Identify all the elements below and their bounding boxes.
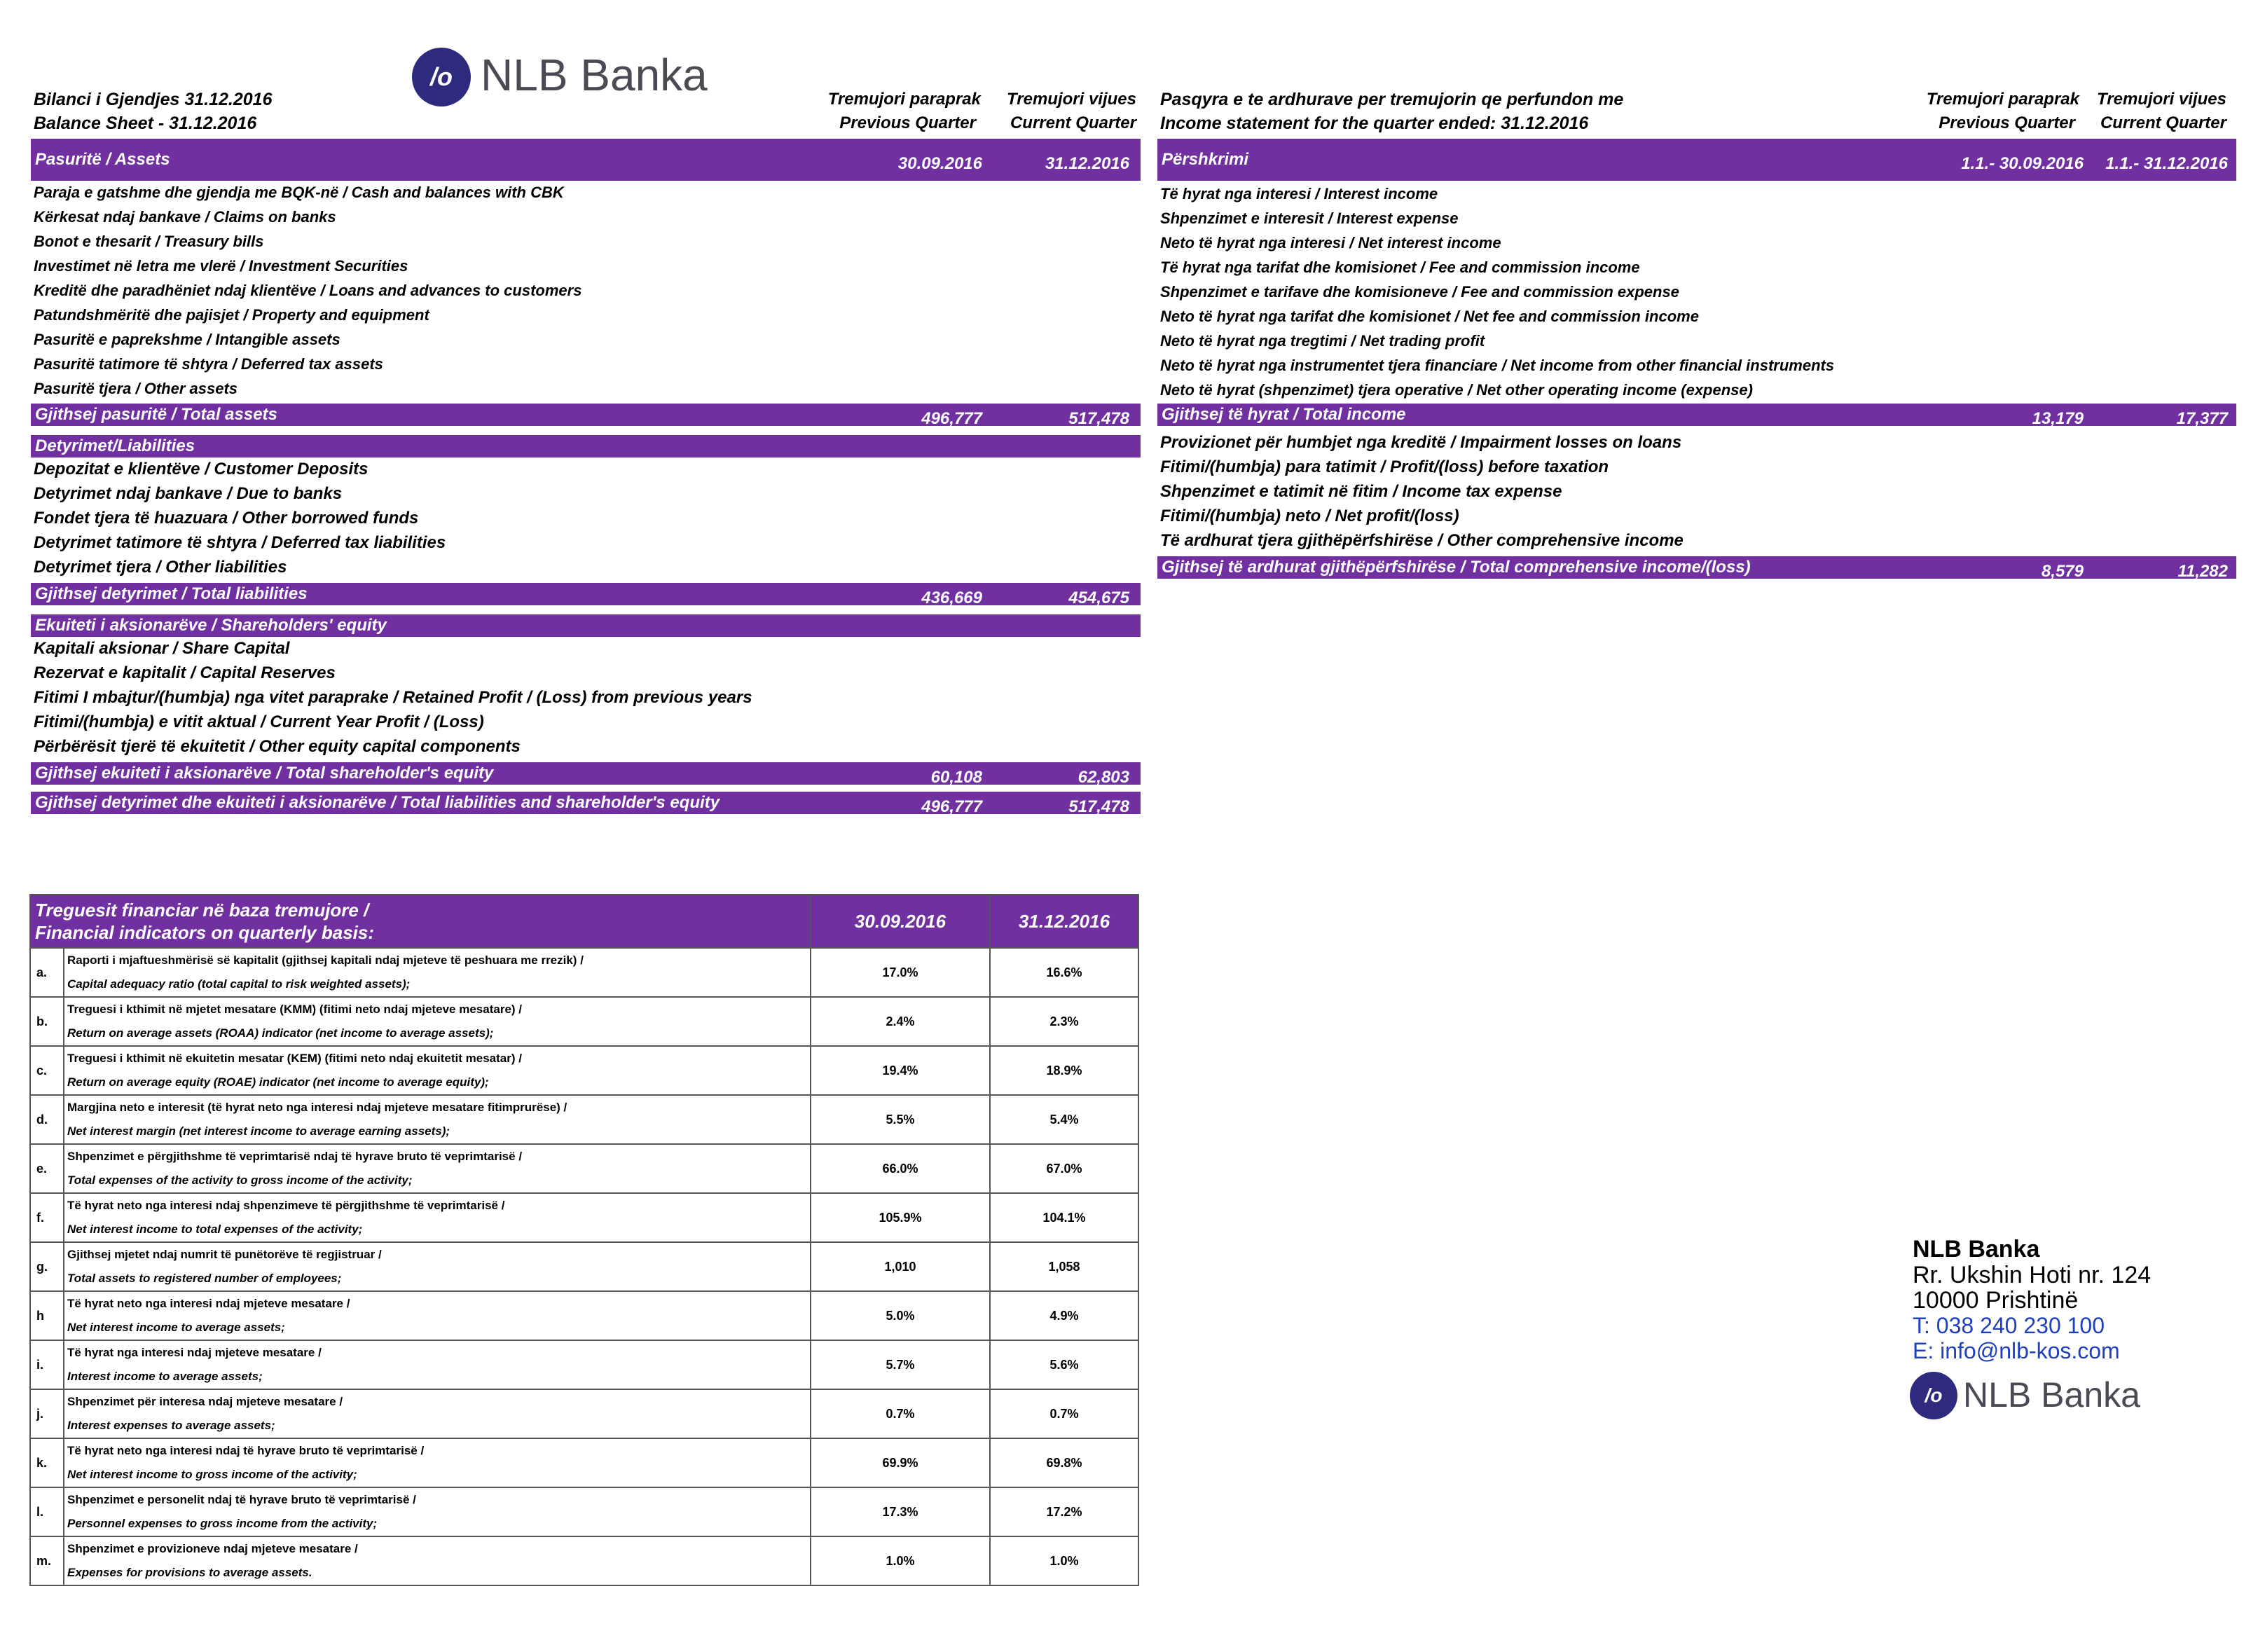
indicator-value-cur: 2.3% xyxy=(990,997,1138,1046)
liability-row-label: Fondet tjera të huazuara / Other borrowed funds xyxy=(34,509,419,528)
contact-phone[interactable]: T: 038 240 230 100 xyxy=(1913,1313,2105,1338)
indicator-label-en: Total expenses of the activity to gross income of the activity; xyxy=(67,1173,413,1187)
indicator-row xyxy=(30,1242,1138,1291)
equity-row-label: Përbërësit tjerë të ekuitetit / Other equity capital components xyxy=(34,737,521,756)
income-row-label: Neto të hyrat nga instrumentet tjera financiare / Net income from other financial instruments xyxy=(1160,357,1835,374)
indicator-letter: l. xyxy=(30,1487,64,1536)
total-liab-equity-bar-label: Gjithsej detyrimet dhe ekuiteti i aksionarëve / Total liabilities and shareholder's equity xyxy=(35,793,720,812)
balance-subtitle: Balance Sheet - 31.12.2016 xyxy=(34,113,257,133)
assets-header-bar-cur: 31.12.2016 xyxy=(1045,154,1129,173)
indicator-value-cur: 67.0% xyxy=(990,1144,1138,1193)
income-header-bar-label: Përshkrimi xyxy=(1162,150,1249,169)
financial-indicators-table xyxy=(29,894,1139,1586)
income-subtitle: Income statement for the quarter ended: 31.12.2016 xyxy=(1160,113,1589,133)
indicator-value-prev: 5.5% xyxy=(811,1095,990,1144)
indicator-value-prev: 69.9% xyxy=(811,1438,990,1487)
indicator-label-en: Expenses for provisions to average assets. xyxy=(67,1566,312,1579)
indicator-value-cur: 69.8% xyxy=(990,1438,1138,1487)
indicator-label-sq: Shpenzimet e provizioneve ndaj mjeteve mesatare / xyxy=(67,1542,358,1555)
indicator-value-prev: 19.4% xyxy=(811,1046,990,1095)
indicator-label-en: Capital adequacy ratio (total capital to risk weighted assets); xyxy=(67,977,411,991)
indicator-value-cur: 4.9% xyxy=(990,1291,1138,1340)
income-row-label: Neto të hyrat (shpenzimet) tjera operative / Net other operating income (expense) xyxy=(1160,381,1753,399)
assets-header-bar-prev: 30.09.2016 xyxy=(897,154,982,173)
income-row2-label: Fitimi/(humbja) neto / Net profit/(loss) xyxy=(1160,507,1459,525)
indicator-value-prev: 5.7% xyxy=(811,1340,990,1389)
indicator-label-en: Personnel expenses to gross income from the activity; xyxy=(67,1517,378,1530)
indicator-value-cur: 5.6% xyxy=(990,1340,1138,1389)
total-liabilities-bar xyxy=(31,583,1141,605)
indicator-letter: e. xyxy=(30,1144,64,1193)
liability-row-label: Detyrimet tjera / Other liabilities xyxy=(34,558,287,577)
indicator-row xyxy=(30,1193,1138,1242)
logo-mark-icon: /o xyxy=(1910,1372,1957,1419)
indicator-letter: i. xyxy=(30,1340,64,1389)
indicator-row xyxy=(30,1536,1138,1585)
indicator-label-en: Interest income to average assets; xyxy=(67,1370,263,1383)
income-title: Pasqyra e te ardhurave per tremujorin qe perfundon me xyxy=(1160,90,1624,109)
total-comprehensive-bar-prev: 8,579 xyxy=(2041,562,2084,581)
income-row-label: Neto të hyrat nga interesi / Net interest income xyxy=(1160,234,1501,252)
asset-row-label: Paraja e gatshme dhe gjendja me BQK-në / Cash and balances with CBK xyxy=(34,184,564,201)
indicator-description xyxy=(64,1340,811,1389)
equity-row-label: Rezervat e kapitalit / Capital Reserves xyxy=(34,663,336,682)
indicator-letter: j. xyxy=(30,1389,64,1438)
indicator-value-prev: 5.0% xyxy=(811,1291,990,1340)
indicator-label-en: Net interest income to total expenses of the activity; xyxy=(67,1223,363,1236)
indicator-description xyxy=(64,1487,811,1536)
indicator-description xyxy=(64,1046,811,1095)
indicator-label-sq: Të hyrat neto nga interesi ndaj të hyrave bruto të veprimtarisë / xyxy=(67,1444,425,1457)
total-assets-bar-cur: 517,478 xyxy=(1068,409,1129,428)
indicator-letter: c. xyxy=(30,1046,64,1095)
total-liab-equity-bar-cur: 517,478 xyxy=(1068,797,1129,816)
total-liabilities-bar-prev: 436,669 xyxy=(921,588,982,607)
total-assets-bar-prev: 496,777 xyxy=(921,409,982,428)
indicator-description xyxy=(64,1438,811,1487)
total-comprehensive-bar-label: Gjithsej të ardhurat gjithëpërfshirëse / Total comprehensive income/(loss) xyxy=(1162,558,1751,577)
indicator-description xyxy=(64,1536,811,1585)
equity-row-label: Fitimi/(humbja) e vitit aktual / Current Year Profit / (Loss) xyxy=(34,713,484,731)
total-equity-bar-prev: 60,108 xyxy=(930,768,982,787)
indicator-value-cur: 1,058 xyxy=(990,1242,1138,1291)
indicators-title-cell xyxy=(30,895,811,948)
equity-header-bar xyxy=(31,614,1141,637)
income-row-label: Shpenzimet e interesit / Interest expense xyxy=(1160,209,1459,227)
indicator-description xyxy=(64,1291,811,1340)
asset-row-label: Pasuritë tjera / Other assets xyxy=(34,380,238,397)
balance-cur-header-en: Current Quarter xyxy=(1010,113,1136,132)
indicator-value-prev: 17.3% xyxy=(811,1487,990,1536)
income-prev-header: Tremujori paraprak xyxy=(1926,90,2079,109)
income-row-label: Të hyrat nga tarifat dhe komisionet / Fee and commission income xyxy=(1160,259,1640,276)
total-liabilities-bar-cur: 454,675 xyxy=(1068,588,1129,607)
indicator-value-prev: 0.7% xyxy=(811,1389,990,1438)
indicator-value-cur: 5.4% xyxy=(990,1095,1138,1144)
asset-row-label: Pasuritë e paprekshme / Intangible assets xyxy=(34,331,340,348)
income-row-label: Shpenzimet e tarifave dhe komisioneve / Fee and commission expense xyxy=(1160,283,1679,301)
indicator-letter: k. xyxy=(30,1438,64,1487)
indicator-description xyxy=(64,1389,811,1438)
indicator-row xyxy=(30,1487,1138,1536)
indicator-label-sq: Shpenzimet e personelit ndaj të hyrave bruto të veprimtarisë / xyxy=(67,1493,416,1506)
indicator-description xyxy=(64,948,811,997)
indicator-label-sq: Margjina neto e interesit (të hyrat neto nga interesi ndaj mjeteve mesatare fitimprurëse) / xyxy=(67,1101,567,1114)
total-income-bar-label: Gjithsej të hyrat / Total income xyxy=(1162,405,1406,424)
income-header-bar-cur: 1.1.- 31.12.2016 xyxy=(2105,154,2228,173)
indicators-header-row xyxy=(30,895,1138,948)
indicator-value-cur: 1.0% xyxy=(990,1536,1138,1585)
indicator-value-cur: 104.1% xyxy=(990,1193,1138,1242)
total-liab-equity-bar-prev: 496,777 xyxy=(921,797,982,816)
indicator-description xyxy=(64,1193,811,1242)
liability-row-label: Depozitat e klientëve / Customer Deposits xyxy=(34,460,369,479)
total-income-bar-cur: 17,377 xyxy=(2176,409,2228,428)
total-income-bar xyxy=(1157,404,2236,426)
indicator-row xyxy=(30,1046,1138,1095)
income-header-bar-prev: 1.1.- 30.09.2016 xyxy=(1961,154,2084,173)
income-prev-header-en: Previous Quarter xyxy=(1939,113,2075,132)
indicator-value-prev: 17.0% xyxy=(811,948,990,997)
total-liabilities-bar-label: Gjithsej detyrimet / Total liabilities xyxy=(35,584,308,603)
indicator-label-sq: Gjithsej mjetet ndaj numrit të punëtorëve të regjistruar / xyxy=(67,1248,382,1261)
indicator-row xyxy=(30,1144,1138,1193)
contact-city: 10000 Prishtinë xyxy=(1913,1287,2079,1314)
asset-row-label: Investimet në letra me vlerë / Investment Securities xyxy=(34,257,408,275)
indicator-label-sq: Shpenzimet e përgjithshme të veprimtarisë ndaj të hyrave bruto të veprimtarisë / xyxy=(67,1150,523,1163)
indicator-description xyxy=(64,1095,811,1144)
income-row-label: Neto të hyrat nga tregtimi / Net trading profit xyxy=(1160,332,1485,350)
indicator-value-prev: 1,010 xyxy=(811,1242,990,1291)
total-income-bar-prev: 13,179 xyxy=(2032,409,2084,428)
indicator-label-sq: Raporti i mjaftueshmërisë së kapitalit (gjithsej kapitali ndaj mjeteve të peshuara me rrezik) / xyxy=(67,954,584,967)
liability-row-label: Detyrimet tatimore të shtyra / Deferred tax liabilities xyxy=(34,533,446,552)
indicator-row xyxy=(30,1291,1138,1340)
indicator-label-sq: Të hyrat nga interesi ndaj mjeteve mesatare / xyxy=(67,1346,322,1359)
indicator-value-cur: 0.7% xyxy=(990,1389,1138,1438)
income-row2-label: Shpenzimet e tatimit në fitim / Income tax expense xyxy=(1160,482,1562,501)
indicator-letter: a. xyxy=(30,948,64,997)
indicator-label-en: Return on average assets (ROAA) indicator (net income to average assets); xyxy=(67,1026,494,1040)
indicator-letter: m. xyxy=(30,1536,64,1585)
indicator-letter: d. xyxy=(30,1095,64,1144)
indicator-value-cur: 16.6% xyxy=(990,948,1138,997)
logo-text: NLB Banka xyxy=(1963,1375,2140,1414)
asset-row-label: Patundshmëritë dhe pajisjet / Property and equipment xyxy=(34,306,429,324)
indicator-row xyxy=(30,997,1138,1046)
equity-row-label: Kapitali aksionar / Share Capital xyxy=(34,639,290,658)
indicators-subtitle: Financial indicators on quarterly basis: xyxy=(35,922,375,943)
indicator-label-en: Net interest margin (net interest income to average earning assets); xyxy=(67,1124,450,1138)
contact-street: Rr. Ukshin Hoti nr. 124 xyxy=(1913,1262,2152,1288)
indicator-row xyxy=(30,1389,1138,1438)
total-assets-bar-label: Gjithsej pasuritë / Total assets xyxy=(35,405,277,424)
asset-row-label: Kreditë dhe paradhëniet ndaj klientëve / Loans and advances to customers xyxy=(34,282,582,299)
total-assets-bar xyxy=(31,404,1141,426)
income-cur-header-en: Current Quarter xyxy=(2100,113,2226,132)
assets-header-bar xyxy=(31,139,1141,181)
indicator-value-prev: 105.9% xyxy=(811,1193,990,1242)
balance-prev-header-en: Previous Quarter xyxy=(839,113,976,132)
indicator-letter: f. xyxy=(30,1193,64,1242)
indicator-label-sq: Shpenzimet për interesa ndaj mjeteve mesatare / xyxy=(67,1395,343,1408)
indicator-row xyxy=(30,1340,1138,1389)
indicator-label-sq: Treguesi i kthimit në ekuitetin mesatar (KEM) (fitimi neto ndaj ekuitetit mesatar) / xyxy=(67,1052,522,1065)
income-header-bar xyxy=(1157,139,2236,181)
asset-row-label: Bonot e thesarit / Treasury bills xyxy=(34,233,264,250)
liability-row-label: Detyrimet ndaj bankave / Due to banks xyxy=(34,484,343,503)
indicator-row xyxy=(30,1438,1138,1487)
income-row2-label: Provizionet për humbjet nga kreditë / Impairment losses on loans xyxy=(1160,433,1682,452)
income-cur-header: Tremujori vijues xyxy=(2097,90,2226,109)
indicator-label-en: Total assets to registered number of employees; xyxy=(67,1272,342,1285)
contact-block xyxy=(1913,1236,2151,1363)
indicators-col1-header: 30.09.2016 xyxy=(811,895,990,948)
indicator-label-en: Interest expenses to average assets; xyxy=(67,1419,275,1432)
total-equity-bar xyxy=(31,762,1141,785)
indicators-body xyxy=(30,948,1138,1585)
indicator-description xyxy=(64,1242,811,1291)
equity-header-bar-label: Ekuiteti i aksionarëve / Shareholders' equity xyxy=(35,616,387,635)
indicator-value-cur: 17.2% xyxy=(990,1487,1138,1536)
logo-mark-icon: /o xyxy=(412,48,471,106)
contact-email[interactable]: E: info@nlb-kos.com xyxy=(1913,1338,2120,1363)
indicator-label-en: Net interest income to average assets; xyxy=(67,1321,285,1334)
assets-header-bar-label: Pasuritë / Assets xyxy=(35,150,170,169)
indicator-value-cur: 18.9% xyxy=(990,1046,1138,1095)
indicator-description xyxy=(64,1144,811,1193)
asset-row-label: Kërkesat ndaj bankave / Claims on banks xyxy=(34,208,336,226)
indicators-title: Treguesit financiar në baza tremujore / xyxy=(35,900,369,921)
liabilities-header-bar xyxy=(31,435,1141,457)
indicators-col2-header: 31.12.2016 xyxy=(990,895,1138,948)
equity-row-label: Fitimi I mbajtur/(humbja) nga vitet paraprake / Retained Profit / (Loss) from previous years xyxy=(34,688,752,707)
contact-name: NLB Banka xyxy=(1913,1236,2040,1262)
indicator-label-en: Return on average equity (ROAE) indicator (net income to average equity); xyxy=(67,1075,489,1089)
balance-prev-header: Tremujori paraprak xyxy=(827,90,981,109)
liabilities-header-bar-label: Detyrimet/Liabilities xyxy=(35,436,195,455)
logo-text: NLB Banka xyxy=(481,50,708,100)
income-row2-label: Të ardhurat tjera gjithëpërfshirëse / Other comprehensive income xyxy=(1160,531,1684,550)
indicator-letter: g. xyxy=(30,1242,64,1291)
income-row2-label: Fitimi/(humbja) para tatimit / Profit/(loss) before taxation xyxy=(1160,457,1609,476)
indicator-label-en: Net interest income to gross income of the activity; xyxy=(67,1468,357,1481)
indicator-label-sq: Të hyrat neto nga interesi ndaj shpenzimeve të përgjithshme të veprimtarisë / xyxy=(67,1199,505,1212)
income-row-label: Të hyrat nga interesi / Interest income xyxy=(1160,185,1438,202)
total-liab-equity-bar xyxy=(31,792,1141,814)
indicator-value-prev: 2.4% xyxy=(811,997,990,1046)
indicator-label-sq: Treguesi i kthimit në mjetet mesatare (KMM) (fitimi neto ndaj mjeteve mesatare) / xyxy=(67,1003,523,1016)
total-comprehensive-bar-cur: 11,282 xyxy=(2177,562,2228,581)
total-equity-bar-cur: 62,803 xyxy=(1078,768,1129,787)
total-equity-bar-label: Gjithsej ekuiteti i aksionarëve / Total shareholder's equity xyxy=(35,764,494,783)
income-row-label: Neto të hyrat nga tarifat dhe komisionet / Net fee and commission income xyxy=(1160,308,1699,325)
indicator-letter: h xyxy=(30,1291,64,1340)
total-comprehensive-bar xyxy=(1157,556,2236,579)
indicator-value-prev: 66.0% xyxy=(811,1144,990,1193)
indicator-row xyxy=(30,1095,1138,1144)
balance-cur-header: Tremujori vijues xyxy=(1007,90,1136,109)
indicator-letter: b. xyxy=(30,997,64,1046)
indicator-row xyxy=(30,948,1138,997)
balance-title: Bilanci i Gjendjes 31.12.2016 xyxy=(34,90,273,109)
indicator-label-sq: Të hyrat neto nga interesi ndaj mjeteve mesatare / xyxy=(67,1297,350,1310)
indicator-value-prev: 1.0% xyxy=(811,1536,990,1585)
indicator-description xyxy=(64,997,811,1046)
asset-row-label: Pasuritë tatimore të shtyra / Deferred tax assets xyxy=(34,355,383,373)
